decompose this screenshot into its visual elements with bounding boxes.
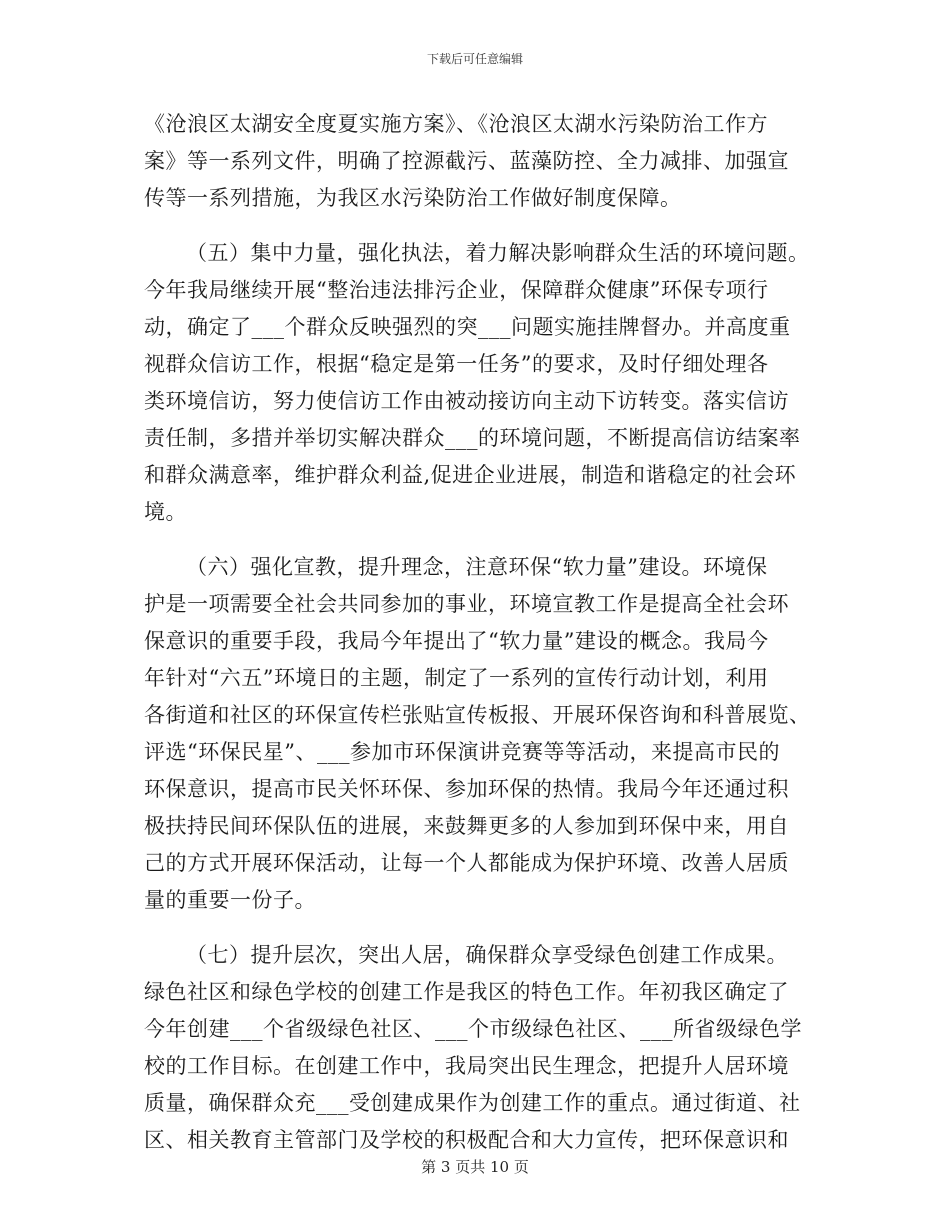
text-line: 绿色社区和绿色学校的创建工作是我区的特色工作。年初我区确定了 bbox=[144, 980, 789, 1004]
text-line: 《沧浪区太湖安全度夏实施方案》、《沧浪区太湖水污染防治工作方 bbox=[144, 112, 768, 136]
section-heading-line: （六）强化宣教，提升理念，注意环保“软力量”建设。环境保 bbox=[186, 555, 768, 579]
text-line: 今年我局继续开展“整治违法排污企业，保障群众健康”环保专项行 bbox=[144, 278, 769, 302]
paragraph-section-7 bbox=[144, 937, 804, 1159]
section-heading-line: （七）提升层次，突出人居，确保群众享受绿色创建工作成果。 bbox=[186, 943, 788, 967]
text-line: 量的重要一份子。 bbox=[144, 888, 316, 912]
text-line: 传等一系列措施，为我区水污染防治工作做好制度保障。 bbox=[144, 186, 682, 210]
text-line: 视群众信访工作，根据“稳定是第一任务”的要求，及时仔细处理各 bbox=[144, 352, 769, 376]
text-line: 类环境信访，努力使信访工作由被动接访向主动下访转变。落实信访 bbox=[144, 389, 789, 413]
document-body bbox=[144, 106, 811, 1159]
text-line: 年针对“六五”环境日的主题，制定了一系列的宣传行动计划，利用 bbox=[144, 666, 769, 690]
text-line: 案》等一系列文件，明确了控源截污、蓝藻防控、全力减排、加强宣 bbox=[144, 149, 789, 173]
text-line: 各街道和社区的环保宣传栏张贴宣传板报、开展环保咨询和科普展览、 bbox=[144, 703, 811, 727]
paragraph-section-6 bbox=[144, 549, 811, 919]
text-line: 护是一项需要全社会共同参加的事业，环境宣教工作是提高全社会环 bbox=[144, 592, 789, 616]
text-line: 区、相关教育主管部门及学校的积极配合和大力宣传，把环保意识和 bbox=[144, 1128, 789, 1152]
text-line: 己的方式开展环保活动，让每一个人都能成为保护环境、改善人居质 bbox=[144, 851, 789, 875]
text-line: 极扶持民间环保队伍的进展，来鼓舞更多的人参加到环保中来，用自 bbox=[144, 814, 789, 838]
text-line: 校的工作目标。在创建工作中，我局突出民生理念，把提升人居环境 bbox=[144, 1054, 789, 1078]
text-line: 和群众满意率，维护群众利益,促进企业进展，制造和谐稳定的社会环 bbox=[144, 463, 797, 487]
text-line: 环保意识，提高市民关怀环保、参加环保的热情。我局今年还通过积 bbox=[144, 777, 789, 801]
paragraph-section-5 bbox=[144, 235, 810, 531]
text-line: 责任制，多措并举切实解决群众___的环境问题，不断提高信访结案率 bbox=[144, 426, 801, 450]
text-line: 动，确定了___个群众反映强烈的突___问题实施挂牌督办。并高度重 bbox=[144, 315, 791, 339]
text-line: 质量，确保群众充___受创建成果作为创建工作的重点。通过街道、社 bbox=[144, 1091, 801, 1115]
text-line: 境。 bbox=[144, 500, 187, 524]
paragraph-continuation bbox=[144, 106, 804, 217]
text-line: 保意识的重要手段，我局今年提出了“软力量”建设的概念。我局今 bbox=[144, 629, 769, 653]
page-header: 下载后可任意编辑 bbox=[426, 52, 523, 66]
section-heading-line: （五）集中力量，强化执法，着力解决影响群众生活的环境问题。 bbox=[186, 241, 810, 265]
text-line: 评选“环保民星”、___参加市环保演讲竞赛等等活动，来提高市民的 bbox=[144, 740, 780, 764]
text-line: 今年创建___个省级绿色社区、___个市级绿色社区、___所省级绿色学 bbox=[144, 1017, 802, 1041]
page-footer: 第 3 页共 10 页 bbox=[421, 1158, 529, 1176]
